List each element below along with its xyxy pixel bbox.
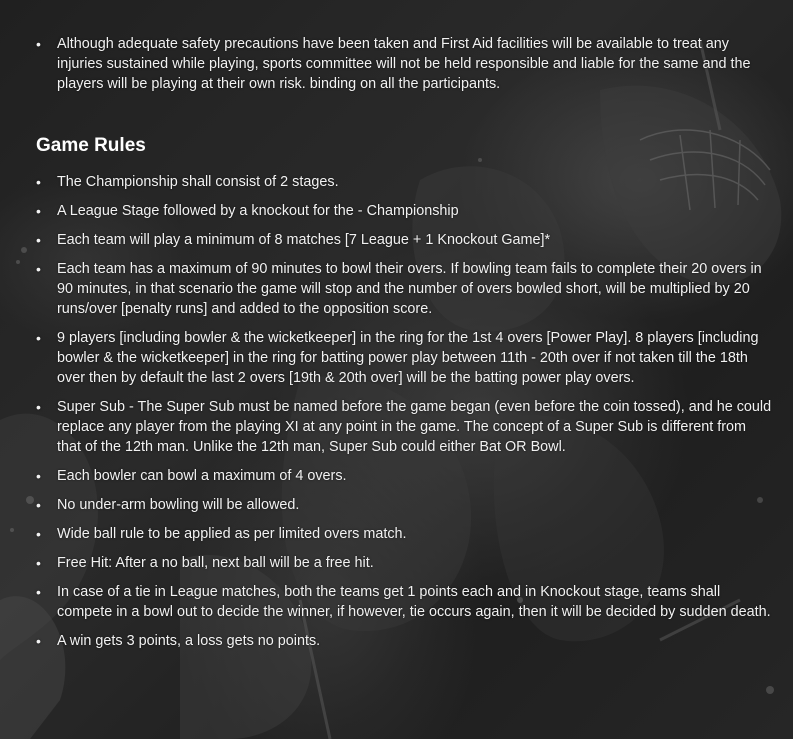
list-item: • 9 players [including bowler & the wicketkeeper] in the ring for the 1st 4 overs [Power Play]. 8 players [including bowler & the wicketkeeper] in the ring for batting power play between 11th - 20th over if not taken till the 18th over then by default the last 2 overs [19th & 20th over] will be the batting power play overs. (0, 328, 793, 388)
list-item: • In case of a tie in League matches, both the teams get 1 points each and in Knockout stage, teams shall compete in a bowl out to decide the winner, if however, tie occurs again, then it will be decided by sudden death. (0, 582, 793, 622)
list-item: • No under-arm bowling will be allowed. (0, 495, 793, 515)
list-item: • Each bowler can bowl a maximum of 4 overs. (0, 466, 793, 486)
list-item: • Each team has a maximum of 90 minutes to bowl their overs. If bowling team fails to complete their 20 overs in 90 minutes, in that scenario the game will stop and the number of overs bowled short, will be multiplied by 20 runs/over [penalty runs] and added to the opposition score. (0, 259, 793, 319)
list-item: • Each team will play a minimum of 8 matches [7 League + 1 Knockout Game]* (0, 230, 793, 250)
list-item: • A win gets 3 points, a loss gets no points. (0, 631, 793, 651)
list-item: • A League Stage followed by a knockout for the - Championship (0, 201, 793, 221)
list-item: • Free Hit: After a no ball, next ball will be a free hit. (0, 553, 793, 573)
game-rules-list (0, 172, 793, 660)
list-item: • Although adequate safety precautions have been taken and First Aid facilities will be available to treat any injuries sustained while playing, sports committee will not be held responsible and liable for the same and the players will be playing at their own risk. binding on all the participants. (0, 34, 793, 94)
intro-list (0, 34, 793, 103)
list-item: • Super Sub - The Super Sub must be named before the game began (even before the coin tossed), and he could replace any player from the playing XI at any point in the game. The concept of a Super Sub is different from that of the 12th man. Unlike the 12th man, Super Sub could either Bat OR Bowl. (0, 397, 793, 457)
list-item: • Wide ball rule to be applied as per limited overs match. (0, 524, 793, 544)
list-item: • The Championship shall consist of 2 stages. (0, 172, 793, 192)
section-title: Game Rules (36, 135, 146, 156)
